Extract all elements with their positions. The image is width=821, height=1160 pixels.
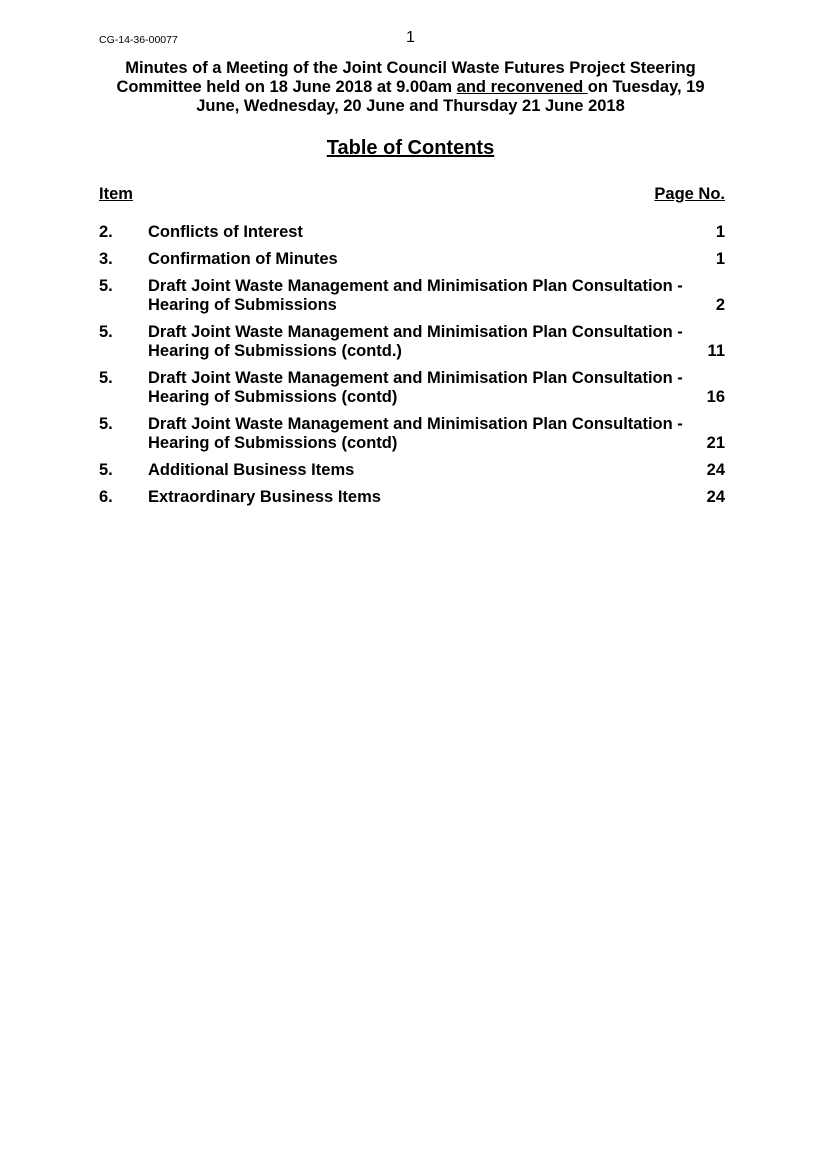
toc-item-number: 5. — [99, 415, 113, 433]
toc-item-page: 11 — [707, 342, 725, 360]
toc-item-number: 5. — [99, 323, 113, 341]
toc-row — [99, 461, 725, 480]
toc-item-title: Draft Joint Waste Management and Minimisation Plan Consultation - Hearing of Submissions — [148, 277, 683, 314]
meeting-title-part1: Minutes of a Meeting of the Joint Council Waste Futures Project Steering Committee held on 18 June 2018 at 9.00am — [116, 59, 696, 96]
toc-item-page: 1 — [715, 223, 725, 241]
toc-item-number: 2. — [99, 223, 113, 241]
toc-item-title: Conflicts of Interest — [148, 223, 303, 241]
toc-item-title: Confirmation of Minutes — [148, 250, 338, 268]
toc-item-title: Extraordinary Business Items — [148, 488, 381, 506]
toc-item-page: 24 — [706, 461, 725, 479]
toc-item-page: 16 — [706, 388, 725, 406]
toc-list — [99, 223, 725, 515]
toc-item-number: 5. — [99, 277, 113, 295]
toc-item-title: Draft Joint Waste Management and Minimisation Plan Consultation - Hearing of Submissions (contd) — [148, 415, 683, 452]
toc-heading: Table of Contents — [326, 137, 495, 159]
toc-row — [99, 488, 725, 507]
toc-column-item: Item — [99, 185, 133, 203]
toc-item-page: 21 — [706, 434, 725, 452]
meeting-title-part2: on Tuesday, 19 June, Wednesday, 20 June and Thursday 21 June 2018 — [196, 78, 705, 115]
toc-column-page: Page No. — [654, 185, 725, 203]
toc-row — [99, 369, 725, 407]
toc-row — [99, 277, 725, 315]
toc-item-title: Draft Joint Waste Management and Minimisation Plan Consultation - Hearing of Submissions (contd) — [148, 369, 683, 406]
toc-row — [99, 415, 725, 453]
toc-row — [99, 223, 725, 242]
meeting-title-underlined: and reconvened — [456, 78, 588, 96]
page-number: 1 — [406, 29, 415, 46]
toc-item-title: Additional Business Items — [148, 461, 355, 479]
document-id: CG-14-36-00077 — [99, 34, 178, 46]
toc-row — [99, 323, 725, 361]
toc-item-number: 5. — [99, 369, 113, 387]
toc-item-number: 6. — [99, 488, 113, 506]
toc-item-number: 5. — [99, 461, 113, 479]
toc-row — [99, 250, 725, 269]
toc-item-page: 24 — [706, 488, 725, 506]
meeting-title — [95, 59, 726, 116]
toc-item-title: Draft Joint Waste Management and Minimisation Plan Consultation - Hearing of Submissions (contd.) — [148, 323, 683, 360]
toc-item-page: 2 — [715, 296, 725, 314]
toc-item-number: 3. — [99, 250, 113, 268]
toc-item-page: 1 — [715, 250, 725, 268]
